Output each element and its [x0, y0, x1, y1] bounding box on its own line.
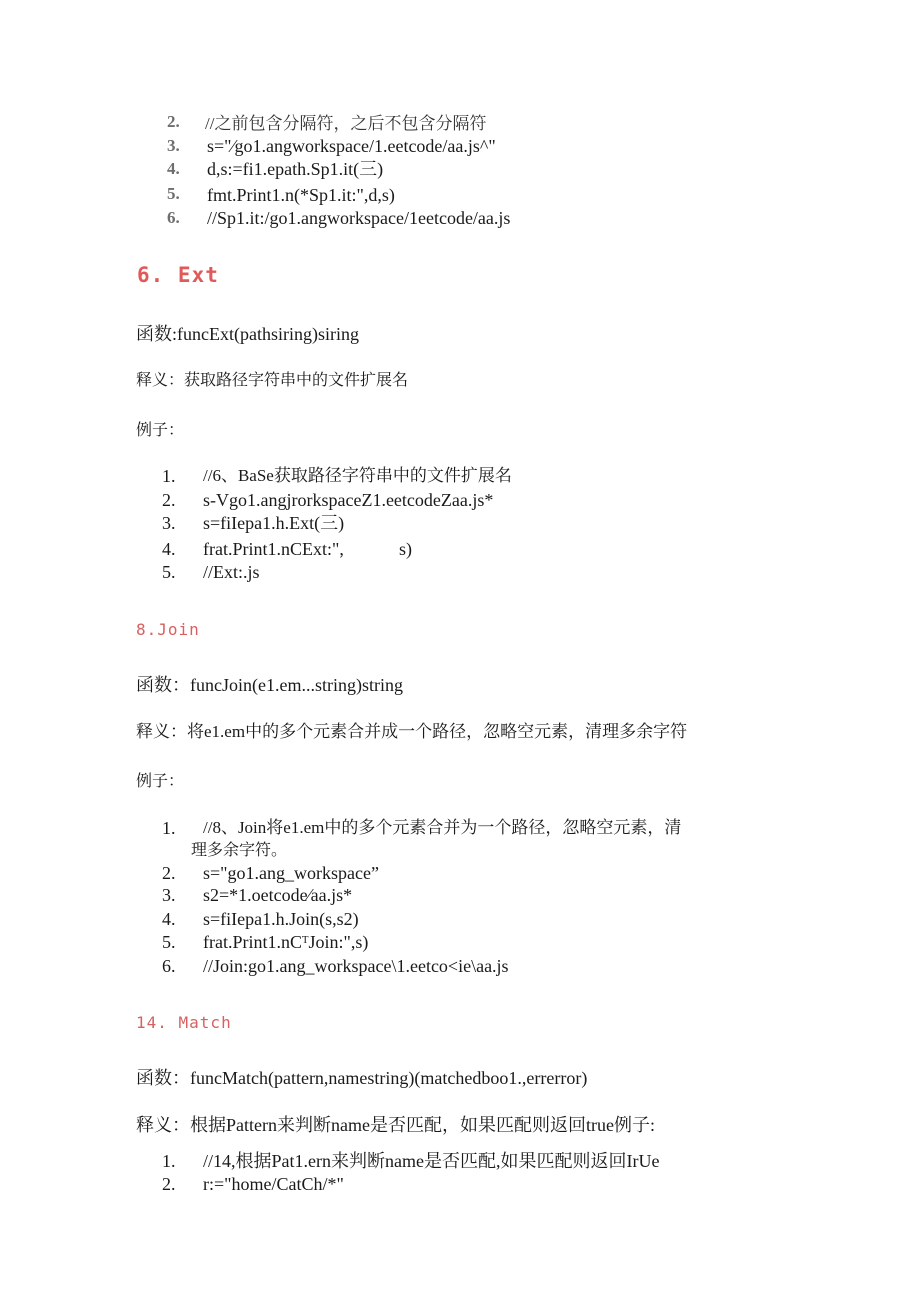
- code-line: s-Vgo1.angjrorkspaceZ1.eetcodeZaa.js*: [203, 490, 494, 510]
- code-line: s=fiIepa1.h.Ext(三): [203, 513, 345, 533]
- code-line: s2=*1.oetcode⁄aa.js*: [203, 885, 353, 905]
- code-line: //14,根据Pat1.ern来判断name是否匹配,如果匹配则返回IrUe: [203, 1151, 660, 1171]
- list-number: 3.: [167, 136, 180, 155]
- code-line: fmt.Print1.n(*Sp1.it:",d,s): [207, 185, 395, 205]
- list-number: 1.: [162, 818, 176, 838]
- section-heading: 6. Ext: [137, 263, 219, 287]
- list-number: 6.: [167, 208, 180, 227]
- code-line: s="go1.ang_workspace”: [203, 863, 379, 883]
- code-line: s=fiIepa1.h.Join(s,s2): [203, 909, 359, 929]
- list-number: 2.: [162, 863, 176, 883]
- code-line: //之前包含分隔符，之后不包含分隔符: [205, 114, 487, 133]
- list-number: 5.: [167, 184, 180, 203]
- section-heading: 14. Match: [136, 1013, 232, 1032]
- list-number: 2.: [162, 1174, 176, 1194]
- list-number: 4.: [162, 539, 176, 559]
- function-signature: 函数：funcMatch(pattern,namestring)(matchedboo1.,errerror): [136, 1068, 588, 1088]
- function-signature: 函数：funcJoin(e1.em...string)string: [136, 675, 403, 695]
- list-number: 3.: [162, 885, 176, 905]
- example-label: 例子：: [136, 773, 185, 790]
- function-signature: 函数:funcExt(pathsiring)siring: [136, 324, 359, 344]
- example-label: 例子：: [136, 422, 185, 439]
- code-line: //Sp1.it:/go1.angworkspace/1eetcode/aa.js: [207, 208, 511, 228]
- list-number: 4.: [167, 159, 180, 178]
- code-line-continuation: 理多余字符。: [191, 842, 288, 859]
- list-number: 4.: [162, 909, 176, 929]
- code-line: //6、BaSe获取路径字符串中的文件扩展名: [203, 466, 512, 485]
- function-description: 释义：将e1.em中的多个元素合并成一个路径，忽略空元素，清理多余字符: [136, 722, 688, 741]
- section-heading: 8.Join: [136, 620, 200, 639]
- function-description: 释义：根据Pattern来判断name是否匹配，如果匹配则返回true例子:: [136, 1115, 655, 1135]
- list-number: 1.: [162, 466, 176, 486]
- list-number: 2.: [162, 490, 176, 510]
- code-line: frat.Print1.nCExt:",: [203, 539, 344, 559]
- list-number: 2.: [167, 112, 180, 131]
- code-line: s="⁄go1.angworkspace/1.eetcode/aa.js^": [207, 136, 496, 156]
- code-line: d,s:=fi1.epath.Sp1.it(三): [207, 159, 384, 179]
- list-number: 5.: [162, 562, 176, 582]
- list-number: 6.: [162, 956, 176, 976]
- function-description: 释义：获取路径字符串中的文件扩展名: [136, 372, 409, 389]
- code-line: //Join:go1.ang_workspace\1.eetco<ie\aa.js: [203, 956, 509, 976]
- code-line: r:="home/CatCh/*": [203, 1174, 344, 1194]
- code-line: frat.Print1.nCᵀJoin:",s): [203, 932, 369, 952]
- list-number: 3.: [162, 513, 176, 533]
- code-line: //8、Join将e1.em中的多个元素合并为一个路径，忽略空元素，清: [203, 818, 682, 837]
- code-line: //Ext:.js: [203, 562, 260, 582]
- list-number: 1.: [162, 1151, 176, 1171]
- code-line-tail: s): [399, 539, 412, 559]
- list-number: 5.: [162, 932, 176, 952]
